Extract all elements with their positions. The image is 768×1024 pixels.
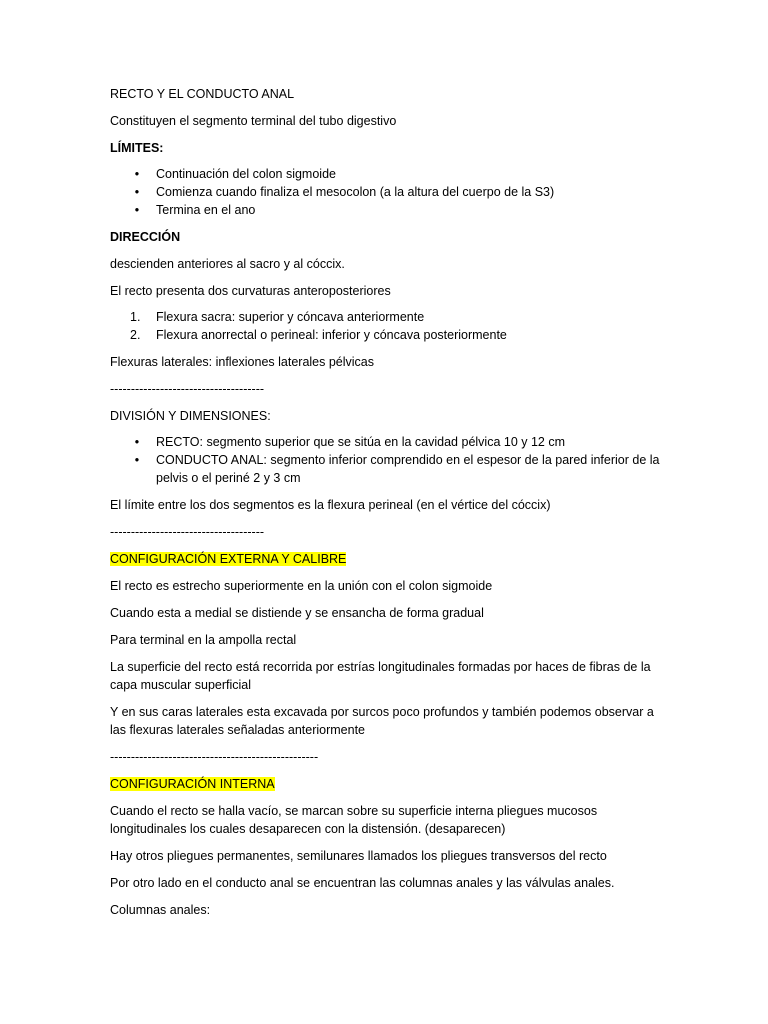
externa-paragraph: Para terminal en la ampolla rectal: [110, 633, 297, 647]
curvaturas-text: El recto presenta dos curvaturas anteroposteriores: [110, 284, 391, 298]
document-title: RECTO Y EL CONDUCTO ANAL: [110, 87, 295, 101]
list-item-text: Continuación del colon sigmoide: [156, 167, 336, 181]
limites-heading: LÍMITES:: [110, 141, 164, 155]
list-item: [110, 165, 668, 183]
limite-text: El límite entre los dos segmentos es la flexura perineal (en el vértice del cóccix): [110, 498, 551, 512]
list-item-text: Termina en el ano: [156, 203, 256, 217]
externa-paragraph: La superficie del recto está recorrida por estrías longitudinales formadas por haces de fibras de la capa muscular superficial: [110, 660, 651, 692]
list-item-text: Flexura anorrectal o perineal: inferior y cóncava posteriormente: [156, 328, 507, 342]
externa-paragraph: El recto es estrecho superiormente en la unión con el colon sigmoide: [110, 579, 493, 593]
externa-heading: CONFIGURACIÓN EXTERNA Y CALIBRE: [110, 552, 347, 566]
interna-paragraph: Hay otros pliegues permanentes, semilunares llamados los pliegues transversos del recto: [110, 849, 607, 863]
section-divider: -------------------------------------: [110, 525, 265, 539]
list-item-text: Comienza cuando finaliza el mesocolon (a la altura del cuerpo de la S3): [156, 185, 555, 199]
bullet-icon: •: [134, 167, 140, 181]
direccion-heading: DIRECCIÓN: [110, 230, 181, 244]
interna-paragraph: Por otro lado en el conducto anal se encuentran las columnas anales y las válvulas anales.: [110, 876, 615, 890]
division-heading: DIVISIÓN Y DIMENSIONES:: [110, 409, 271, 423]
list-item: [110, 183, 668, 201]
limites-list: [110, 165, 668, 219]
list-item-text: Flexura sacra: superior y cóncava anteriormente: [156, 310, 425, 324]
list-item: [110, 451, 668, 487]
list-item: [110, 308, 668, 326]
bullet-icon: •: [134, 203, 140, 217]
interna-paragraph: Columnas anales:: [110, 903, 211, 917]
list-number: 2.: [130, 328, 141, 342]
list-item-text: CONDUCTO ANAL: segmento inferior comprendido en el espesor de la pared inferior de la pelvis o el periné 2 y 3 cm: [156, 453, 660, 485]
interna-paragraph: Cuando el recto se halla vacío, se marcan sobre su superficie interna pliegues mucosos longitudinales los cuales desaparecen con la distensión. (desaparecen): [110, 804, 598, 836]
bullet-icon: •: [134, 435, 140, 449]
bullet-icon: •: [134, 185, 140, 199]
interna-heading: CONFIGURACIÓN INTERNA: [110, 777, 275, 791]
direccion-text: descienden anteriores al sacro y al cóccix.: [110, 257, 345, 271]
externa-paragraph: Y en sus caras laterales esta excavada por surcos poco profundos y también podemos observar a las flexuras laterales señaladas anteriormente: [110, 705, 654, 737]
externa-paragraph: Cuando esta a medial se distiende y se ensancha de forma gradual: [110, 606, 484, 620]
list-item: [110, 433, 668, 451]
list-item-text: RECTO: segmento superior que se sitúa en la cavidad pélvica 10 y 12 cm: [156, 435, 566, 449]
list-item: [110, 201, 668, 219]
list-number: 1.: [130, 310, 141, 324]
list-item: [110, 326, 668, 344]
bullet-icon: •: [134, 453, 140, 467]
section-divider: --------------------------------------------------: [110, 750, 319, 764]
flexuras-list: [110, 308, 668, 344]
intro-text: Constituyen el segmento terminal del tubo digestivo: [110, 114, 397, 128]
division-list: [110, 433, 668, 487]
section-divider: -------------------------------------: [110, 382, 265, 396]
flexuras-laterales-text: Flexuras laterales: inflexiones laterales pélvicas: [110, 355, 375, 369]
